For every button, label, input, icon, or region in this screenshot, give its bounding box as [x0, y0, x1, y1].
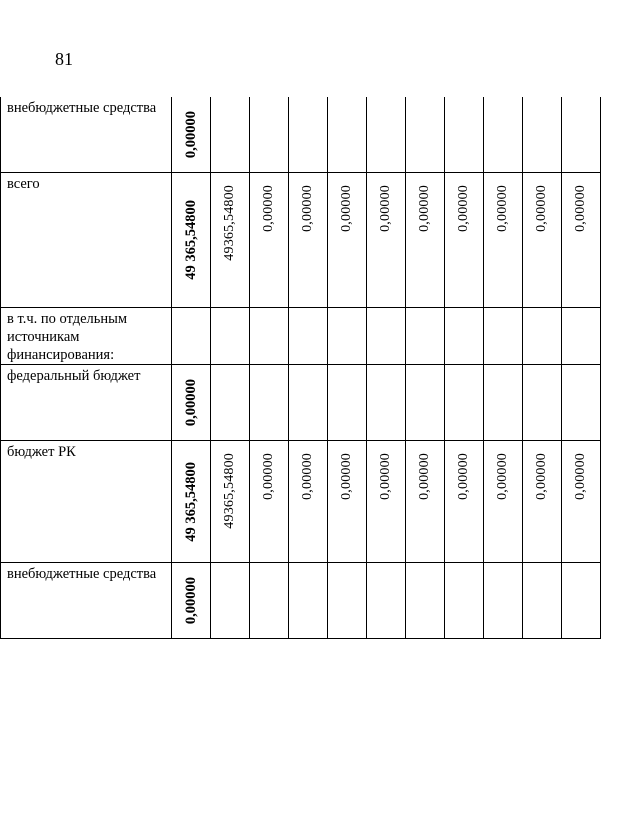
value-cell — [562, 173, 601, 308]
value-cell — [406, 308, 445, 365]
value-cell — [250, 97, 289, 173]
value-cell — [367, 365, 406, 441]
row-total-cell — [172, 365, 211, 441]
row-label: федеральный бюджет — [1, 365, 172, 441]
value-cell — [406, 173, 445, 308]
value-cell — [562, 365, 601, 441]
table-row — [1, 97, 601, 173]
value-cell — [328, 563, 367, 639]
value-cell — [211, 365, 250, 441]
cell-value: 0,00000 — [456, 185, 471, 232]
cell-value: 0,00000 — [378, 453, 393, 500]
row-label: бюджет РК — [1, 441, 172, 563]
value-cell — [328, 308, 367, 365]
cell-value: 0,00000 — [261, 453, 276, 500]
value-cell — [328, 173, 367, 308]
cell-value: 0,00000 — [339, 185, 354, 232]
value-cell — [250, 173, 289, 308]
value-cell — [406, 97, 445, 173]
row-total: 0,00000 — [182, 576, 199, 625]
value-cell — [523, 173, 562, 308]
page-number: 81 — [55, 49, 73, 69]
cell-value: 0,00000 — [495, 185, 510, 232]
value-cell — [250, 563, 289, 639]
value-cell — [289, 563, 328, 639]
value-cell — [484, 308, 523, 365]
value-cell — [328, 441, 367, 563]
value-cell — [289, 308, 328, 365]
value-cell — [250, 441, 289, 563]
row-total: 0,00000 — [182, 378, 199, 427]
value-cell — [523, 308, 562, 365]
row-total: 49 365,54800 — [182, 461, 199, 542]
table-body — [1, 97, 601, 639]
row-total: 0,00000 — [182, 110, 199, 159]
cell-value: 0,00000 — [339, 453, 354, 500]
table-row — [1, 563, 601, 639]
row-total-cell — [172, 97, 211, 173]
row-label: внебюджетные средства — [1, 97, 172, 173]
cell-value: 0,00000 — [417, 453, 432, 500]
row-total-cell — [172, 441, 211, 563]
row-label: внебюджетные средства — [1, 563, 172, 639]
value-cell — [445, 441, 484, 563]
value-cell — [211, 97, 250, 173]
value-cell — [406, 441, 445, 563]
value-cell — [484, 97, 523, 173]
value-cell — [211, 563, 250, 639]
value-cell — [328, 365, 367, 441]
value-cell — [445, 173, 484, 308]
value-cell — [562, 308, 601, 365]
value-cell — [562, 441, 601, 563]
value-cell — [484, 441, 523, 563]
cell-value: 0,00000 — [573, 453, 588, 500]
value-cell — [289, 441, 328, 563]
value-cell — [406, 365, 445, 441]
value-cell — [445, 97, 484, 173]
row-label: в т.ч. по отдельным источникам финансирования: — [1, 308, 172, 365]
value-cell — [562, 563, 601, 639]
table-row — [1, 441, 601, 563]
table-row — [1, 308, 601, 365]
value-cell — [328, 97, 367, 173]
row-total-cell — [172, 563, 211, 639]
value-cell — [445, 365, 484, 441]
cell-value: 49365,54800 — [222, 453, 237, 529]
cell-value: 0,00000 — [456, 453, 471, 500]
value-cell — [484, 173, 523, 308]
value-cell — [211, 308, 250, 365]
budget-table — [0, 97, 601, 639]
value-cell — [523, 441, 562, 563]
row-label: всего — [1, 173, 172, 308]
value-cell — [445, 308, 484, 365]
cell-value: 0,00000 — [300, 185, 315, 232]
value-cell — [211, 441, 250, 563]
value-cell — [289, 173, 328, 308]
value-cell — [367, 563, 406, 639]
row-total: 49 365,54800 — [182, 200, 199, 280]
value-cell — [250, 365, 289, 441]
cell-value: 0,00000 — [534, 185, 549, 232]
cell-value: 0,00000 — [417, 185, 432, 232]
cell-value: 0,00000 — [534, 453, 549, 500]
value-cell — [250, 308, 289, 365]
value-cell — [445, 563, 484, 639]
table-row — [1, 365, 601, 441]
value-cell — [484, 563, 523, 639]
value-cell — [211, 173, 250, 308]
cell-value: 0,00000 — [378, 185, 393, 232]
value-cell — [562, 97, 601, 173]
value-cell — [523, 563, 562, 639]
row-total-cell — [172, 173, 211, 308]
value-cell — [367, 308, 406, 365]
value-cell — [484, 365, 523, 441]
cell-value: 0,00000 — [261, 185, 276, 232]
value-cell — [523, 97, 562, 173]
cell-value: 49365,54800 — [222, 185, 237, 261]
value-cell — [289, 365, 328, 441]
cell-value: 0,00000 — [495, 453, 510, 500]
value-cell — [289, 97, 328, 173]
value-cell — [523, 365, 562, 441]
value-cell — [367, 441, 406, 563]
cell-value: 0,00000 — [573, 185, 588, 232]
cell-value: 0,00000 — [300, 453, 315, 500]
table-row — [1, 173, 601, 308]
value-cell — [367, 97, 406, 173]
value-cell — [406, 563, 445, 639]
value-cell — [367, 173, 406, 308]
row-total-cell — [172, 308, 211, 365]
